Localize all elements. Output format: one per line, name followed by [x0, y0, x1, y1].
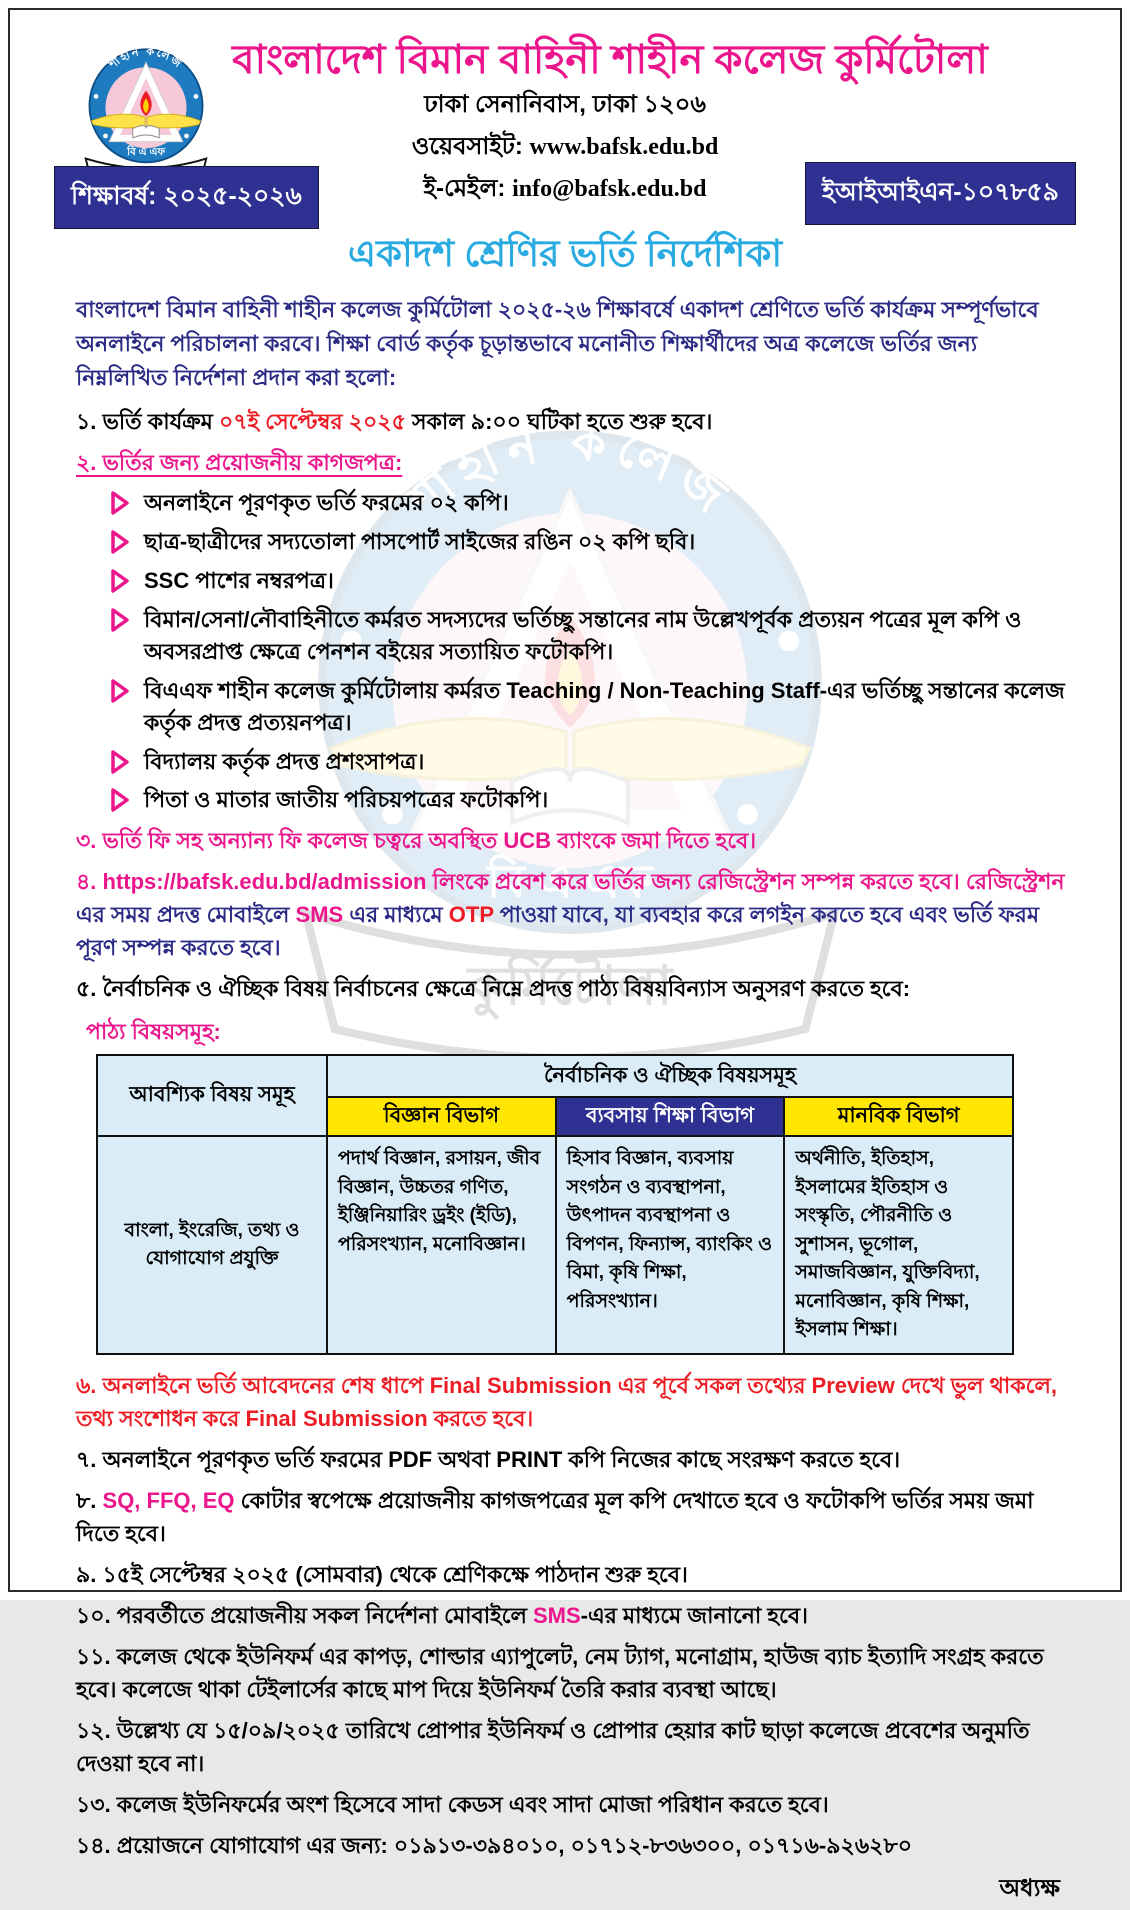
list-item — [110, 746, 1074, 778]
arrow-bullet-icon — [110, 568, 130, 594]
arrow-bullet-icon — [110, 787, 130, 813]
instruction-13: ১৩. কলেজ ইউনিফর্মের অংশ হিসেবে সাদা কেডস এবং সাদা মোজা পরিধান করতে হবে। — [76, 1791, 829, 1817]
bullet-text: পিতা ও মাতার জাতীয় পরিচয়পত্রের ফটোকপি। — [144, 787, 549, 813]
instruction-6 — [76, 1369, 1074, 1435]
email-address[interactable]: info@bafsk.edu.bd — [512, 176, 707, 202]
instruction-1-text: ১. ভর্তি কার্যক্রম — [76, 409, 219, 435]
instruction-10-text: ১০. পরবর্তীতে প্রয়োজনীয় সকল নির্দেশনা মোবাইলে — [76, 1602, 533, 1628]
compulsory-subjects-cell: বাংলা, ইংরেজি, তথ্য ও যোগাযোগ প্রযুক্তি — [97, 1136, 327, 1354]
preview-label: Preview — [811, 1372, 895, 1398]
arrow-bullet-icon — [110, 678, 130, 704]
list-item — [110, 604, 1074, 668]
session-badge: শিক্ষাবর্ষ: ২০২৫-২০২৬ — [54, 166, 319, 229]
sms-label-2: SMS — [532, 1602, 581, 1628]
final-submission-label: Final Submission — [429, 1372, 612, 1398]
bullet-text: SSC পাশের নম্বরপত্র। — [144, 568, 334, 594]
list-item — [110, 565, 1074, 597]
bank-name: UCB — [503, 828, 552, 854]
bullet-text: ছাত্র-ছাত্রীদের সদ্যতোলা পাসপোর্ট সাইজের রঙিন ০২ কপি ছবি। — [144, 529, 696, 555]
list-item — [110, 526, 1074, 558]
instruction-3-tail: ব্যাংকে জমা দিতে হবে। — [551, 828, 757, 854]
print-label: PRINT — [496, 1446, 563, 1472]
required-documents-list — [110, 487, 1074, 816]
pdf-label: PDF — [388, 1446, 433, 1472]
instruction-3 — [76, 824, 1074, 857]
instruction-6-text: ৬. অনলাইনে ভর্তি আবেদনের শেষ ধাপে — [76, 1372, 430, 1398]
instruction-4-tail: পাওয়া যাবে, যা ব্যবহার করে লগইন করতে হবে এবং ভর্তি ফরম পূরণ সম্পন্ন করতে হবে। — [76, 902, 1040, 961]
instruction-11: ১১. কলেজ থেকে ইউনিফর্ম এর কাপড়, শোল্ডার এ্যাপুলেট, নেম ট্যাগ, মনোগ্রাম, হাউজ ব্যাচ ইত্যাদি সংগ্রহ করতে হবে। কলেজে থাকা টেইলার্সের কাছে মাপ দিয়ে ইউনিফর্ম তৈরি করার ব্যবস্থা আছে। — [76, 1643, 1044, 1702]
quota-labels: SQ, FFQ, EQ — [102, 1487, 235, 1513]
instruction-10-tail: -এর মাধ্যমে জানানো হবে। — [580, 1602, 808, 1628]
instruction-6-text-2: এর পূর্বে সকল তথ্যের — [611, 1372, 812, 1398]
instruction-2: ২. ভর্তির জন্য প্রয়োজনীয় কাগজপত্র: — [76, 450, 403, 476]
science-subjects-cell: পদার্থ বিজ্ঞান, রসায়ন, জীব বিজ্ঞান, উচ্চতর গণিত, ইঞ্জিনিয়ারিং ড্রইং (ইডি), পরিসংখ্যান, মনোবিজ্ঞান। — [327, 1136, 556, 1354]
instruction-7-tail: কপি নিজের কাছে সংরক্ষণ করতে হবে। — [562, 1446, 901, 1472]
instruction-7-text-2: অথবা — [432, 1446, 497, 1472]
elective-subjects-header: নৈর্বাচনিক ও ঐচ্ছিক বিষয়সমূহ — [327, 1055, 1013, 1097]
business-division-header: ব্যবসায় শিক্ষা বিভাগ — [556, 1097, 785, 1136]
arrow-bullet-icon — [110, 529, 130, 555]
header — [0, 0, 1130, 287]
otp-label: OTP — [448, 902, 494, 928]
list-item — [110, 487, 1074, 519]
document-title: একাদশ শ্রেণির ভর্তি নির্দেশিকা — [347, 233, 783, 274]
instruction-1 — [76, 405, 1074, 438]
website-label: ওয়েবসাইট: — [411, 133, 530, 160]
instruction-4-number: ৪. — [76, 869, 103, 895]
instruction-1-tail: সকাল ৯:০০ ঘটিকা হতে শুরু হবে। — [405, 409, 713, 435]
address-line: ঢাকা সেনানিবাস, ঢাকা ১২০৬ — [424, 91, 706, 118]
instruction-12: ১২. উল্লেখ্য যে ১৫/০৯/২০২৫ তারিখে প্রোপার ইউনিফর্ম ও প্রোপার হেয়ার কাট ছাড়া কলেজে প্রবেশের অনুমতি দেওয়া হবে না। — [76, 1717, 1030, 1776]
sms-label: SMS — [295, 902, 344, 928]
eiin-badge: ইআইআইএন-১০৭৮৫৯ — [805, 162, 1076, 225]
list-item — [110, 784, 1074, 816]
arrow-bullet-icon — [110, 749, 130, 775]
instruction-7 — [76, 1443, 1074, 1476]
instruction-6-text-3: দেখে ভুল থাকলে, তথ্য সংশোধন করে — [76, 1372, 1057, 1431]
instruction-8-number: ৮. — [76, 1487, 103, 1513]
instruction-8-tail: কোটার স্বপেক্ষে প্রয়োজনীয় কাগজপত্রের মূল কপি দেখাতে হবে ও ফটোকপি ভর্তির সময় জমা দিতে হবে। — [76, 1487, 1034, 1546]
compulsory-subjects-header: আবশ্যিক বিষয় সমূহ — [97, 1055, 327, 1136]
arrow-bullet-icon — [110, 490, 130, 516]
instruction-4-text-2: এর মাধ্যমে — [343, 902, 449, 928]
admission-start-date: ০৭ই সেপ্টেম্বর ২০২৫ — [218, 409, 406, 435]
arrow-bullet-icon — [110, 607, 130, 633]
science-division-header: বিজ্ঞান বিভাগ — [327, 1097, 556, 1136]
instruction-5: ৫. নৈর্বাচনিক ও ঐচ্ছিক বিষয় নির্বাচনের ক্ষেত্রে নিম্নে প্রদত্ত পাঠ্য বিষয়বিন্যাস অনুসরণ করতে হবে: — [76, 976, 911, 1002]
bullet-text: বিমান/সেনা/নৌবাহিনীতে কর্মরত সদস্যদের ভর্তিচ্ছু সন্তানের নাম উল্লেখপূর্বক প্রত্যয়ন পত্রের মূল কপি ও অবসরপ্রাপ্ত ক্ষেত্রে পেনশন বইয়ের সত্যায়িত ফটোকপি। — [144, 606, 1022, 664]
admission-link[interactable]: https://bafsk.edu.bd/admission — [102, 869, 427, 895]
humanities-division-header: মানবিক বিভাগ — [784, 1097, 1013, 1136]
instruction-14: ১৪. প্রয়োজনে যোগাযোগ এর জন্য: ০১৯১৩-৩৯৪০১০, ০১৭১২-৮৩৬৩০০, ০১৭১৬-৯২৬২৮০ — [76, 1832, 913, 1858]
bullet-text: অনলাইনে পূরণকৃত ভর্তি ফরমের ০২ কপি। — [144, 490, 509, 516]
college-name: বাংলাদেশ বিমান বাহিনী শাহীন কলেজ কুর্মিটোলা — [232, 38, 988, 82]
principal-signature: অধ্যক্ষ — [999, 1874, 1060, 1902]
instruction-9: ৯. ১৫ই সেপ্টেম্বর ২০২৫ (সোমবার) থেকে শ্রেণিকক্ষে পাঠদান শুরু হবে। — [76, 1561, 688, 1587]
humanities-subjects-cell: অর্থনীতি, ইতিহাস, ইসলামের ইতিহাস ও সংস্কৃতি, পৌরনীতি ও সুশাসন, ভূগোল, সমাজবিজ্ঞান, যুক্তিবিদ্যা, মনোবিজ্ঞান, কৃষি শিক্ষা, ইসলাম শিক্ষা। — [784, 1136, 1013, 1354]
bullet-text: বিএএফ শাহীন কলেজ কুর্মিটোলায় কর্মরত Teaching / Non-Teaching Staff-এর ভর্তিচ্ছু সন্তানের কলেজ কর্তৃক প্রদত্ত প্রত্যয়নপত্র। — [144, 677, 1065, 735]
subjects-table-label: পাঠ্য বিষয়সমূহ: — [86, 1019, 221, 1045]
instruction-3-text: ৩. ভর্তি ফি সহ অন্যান্য ফি কলেজ চত্বরে অবস্থিত — [76, 828, 504, 854]
email-label: ই-মেইল: — [423, 175, 513, 202]
final-submission-label-2: Final Submission — [245, 1405, 428, 1431]
instruction-8 — [76, 1484, 1074, 1550]
instruction-4-text: এর সময় প্রদত্ত মোবাইলে — [76, 902, 296, 928]
list-item — [110, 675, 1074, 739]
instruction-6-tail: করতে হবে। — [427, 1405, 534, 1431]
instruction-4-pink-text: লিংকে প্রবেশ করে ভর্তির জন্য রেজিস্ট্রেশন সম্পন্ন করতে হবে। রেজিস্ট্রেশন — [426, 869, 1065, 895]
business-subjects-cell: হিসাব বিজ্ঞান, ব্যবসায় সংগঠন ও ব্যবস্থাপনা, উৎপাদন ব্যবস্থাপনা ও বিপণন, ফিন্যান্স, ব্যাংকিং ও বিমা, কৃষি শিক্ষা, পরিসংখ্যান। — [556, 1136, 785, 1354]
instruction-7-text: ৭. অনলাইনে পূরণকৃত ভর্তি ফরমের — [76, 1446, 389, 1472]
notice-body — [0, 293, 1130, 1910]
website-url[interactable]: www.bafsk.edu.bd — [529, 134, 719, 160]
subjects-table — [96, 1054, 1014, 1355]
intro-paragraph: বাংলাদেশ বিমান বাহিনী শাহীন কলেজ কুর্মিটোলা ২০২৫-২৬ শিক্ষাবর্ষে একাদশ শ্রেণিতে ভর্তি কার্যক্রম সম্পূর্ণভাবে অনলাইনে পরিচালনা করবে। শিক্ষা বোর্ড কর্তৃক চূড়ান্তভাবে মনোনীত শিক্ষার্থীদের অত্র কলেজে ভর্তির জন্য নিম্নলিখিত নির্দেশনা প্রদান করা হলো: — [76, 297, 1039, 391]
bullet-text: বিদ্যালয় কর্তৃক প্রদত্ত প্রশংসাপত্র। — [144, 748, 425, 774]
instruction-4 — [76, 865, 1074, 964]
instruction-10 — [76, 1599, 1074, 1632]
